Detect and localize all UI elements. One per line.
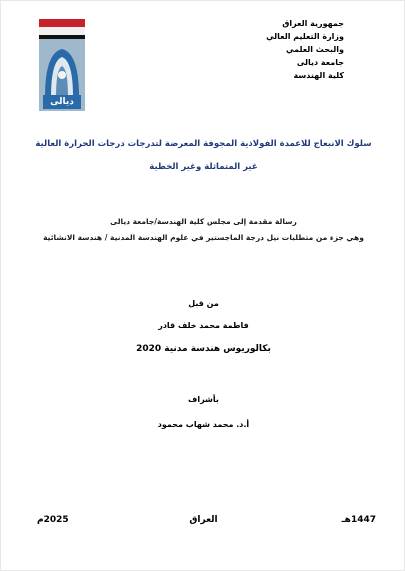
degree-requirement-statement: وهي جزء من متطلبات نيل درجة الماجستير في علوم الهندسة المدنية / هندسة الانشائية <box>43 233 364 242</box>
gregorian-year: 2025م <box>37 515 69 525</box>
institution-line: وزارة التعليم العالي <box>266 32 344 41</box>
author-degree: بكالوريوس هندسة مدنية 2020 <box>136 344 271 354</box>
hijri-year: 1447هـ <box>341 515 376 525</box>
institution-line: جمهورية العراق <box>282 19 344 28</box>
thesis-title-line-1: سلوك الانبعاج للاعمدة الفولاذية المجوفة المعرضة لتدرجات درجات الحرارة العالية <box>35 139 372 149</box>
supervisor-label: بأشراف <box>188 395 219 404</box>
institution-line: والبحث العلمي <box>286 45 344 54</box>
institution-header <box>184 17 344 82</box>
submission-statement: رسالة مقدمة إلى مجلس كلية الهندسة/جامعة ديالى <box>110 217 297 226</box>
supervisor-name: أ.د. محمد شهاب محمود <box>157 420 250 429</box>
thesis-title-line-2: غير المتماثلة وغير الخطية <box>149 162 258 172</box>
institution-line: كلية الهندسة <box>293 71 344 80</box>
place: العراق <box>189 515 218 525</box>
author-name: فاطمة محمد خلف قادر <box>158 321 249 330</box>
institution-line: جامعة ديالى <box>296 58 344 67</box>
university-logo <box>39 19 85 111</box>
by-label: من قبل <box>188 299 219 308</box>
logo-wordmark: ديالى <box>43 95 81 109</box>
